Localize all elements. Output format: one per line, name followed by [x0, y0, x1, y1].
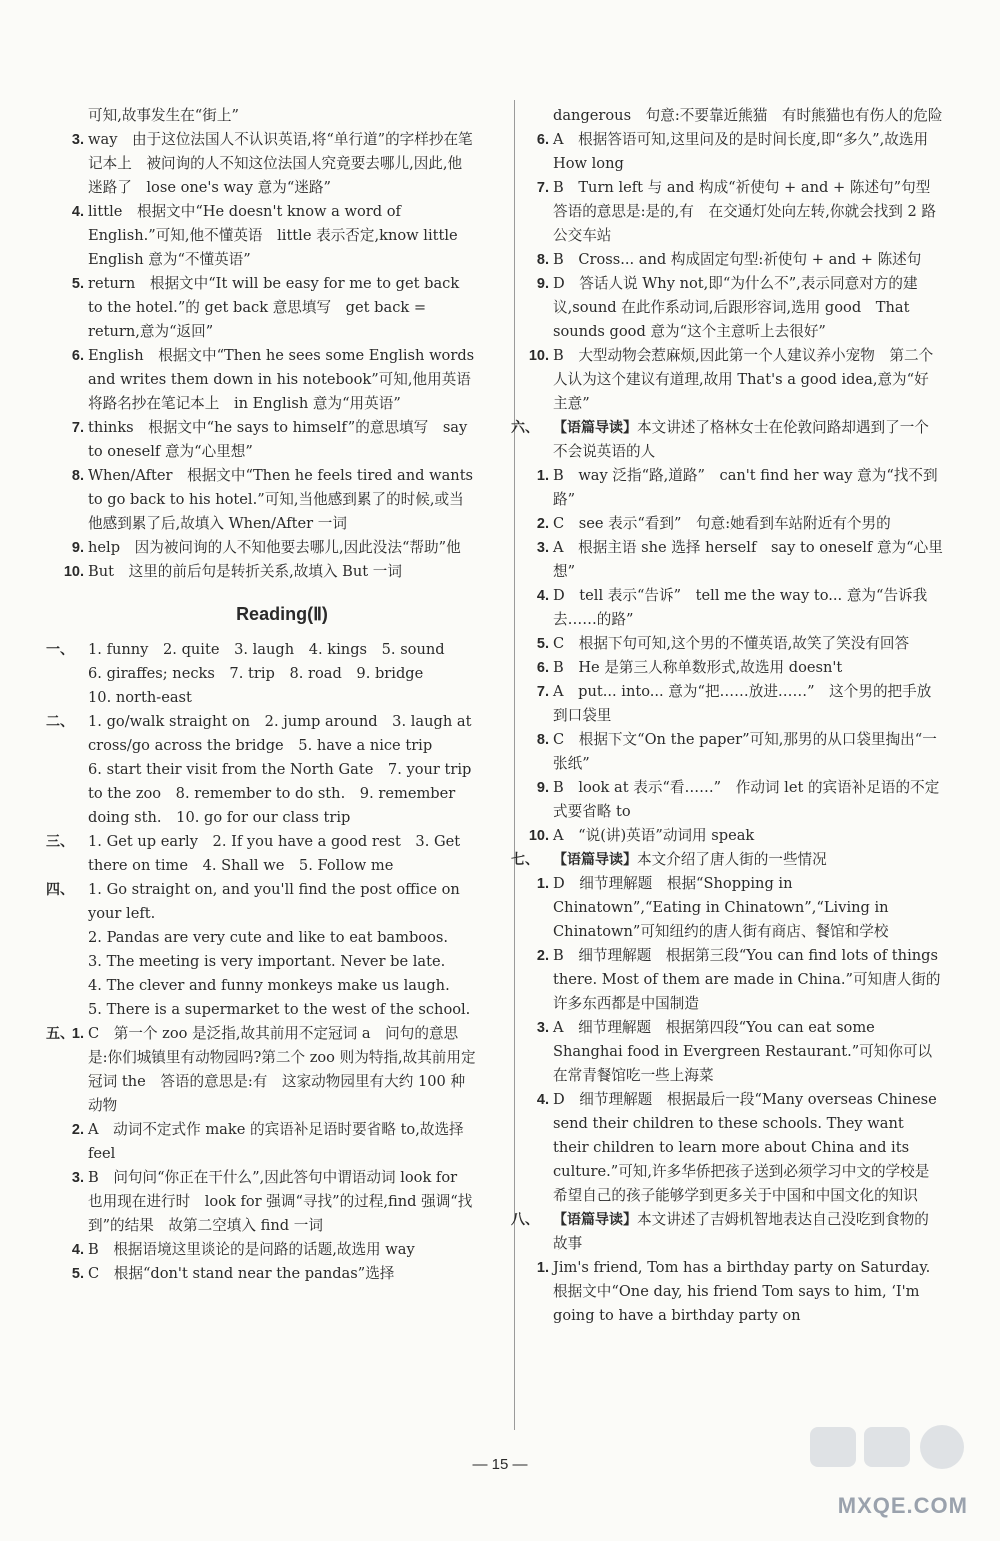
answer-text: A 根据答语可知,这里问及的是时间长度,即“多久”,故选用 How long [553, 131, 929, 172]
section-label: 八、 [511, 1212, 539, 1228]
answer-text: return 根据文中“It will be easy for me to get back to the hotel.”的 get back 意思填写 get back = return,意为“返回” [88, 275, 460, 340]
section-line: 1. go/walk straight on 2. jump around 3. laugh at [88, 713, 472, 730]
answer-number: 5. [71, 276, 84, 292]
section-line: 6. start their visit from the North Gate 7. your trip to the zoo 8. remember to do sth. 9. remember doing sth. 10. go for our class trip [88, 761, 472, 826]
answer-text: D 答话人说 Why not,即“为什么不”,表示同意对方的建议,sound 在此作系动词,后跟形容词,选用 good That sounds good 意为“这个主意听上去很好” [553, 275, 918, 340]
answer-item [536, 272, 943, 344]
answer-number: 7. [536, 684, 549, 700]
section-3 [46, 830, 476, 878]
answer-item [71, 344, 476, 416]
answer-text: 可知,故事发生在“街上” [88, 107, 239, 124]
answer-text: B 大型动物会惹麻烦,因此第一个人建议养小宠物 第二个人认为这个建议有道理,故用 That's a good idea,意为“好主意” [553, 347, 934, 412]
answer-number: 1. [536, 468, 549, 484]
answer-item [536, 512, 943, 536]
answer-text: B 细节理解题 根据第三段“You can find lots of things there. Most of them are made in China.”可知唐人街的许多东西都是中国制造 [553, 947, 941, 1012]
reading-guide-tag: 【语篇导读】 [553, 852, 637, 868]
answer-number: 1. [536, 876, 549, 892]
section-line: 1. funny 2. quite 3. laugh 4. kings 5. sound [88, 641, 445, 658]
answer-text: C see 表示“看到” 句意:她看到车站附近有个男的 [553, 515, 891, 532]
section-5-answers [71, 1022, 476, 1286]
answer-text: D 细节理解题 根据最后一段“Many overseas Chinese send their children to these schools. They want their children to learn more about China and its culture.”可知,许多华侨把孩子送到必须学习中文的学校是希望自己的孩子能够学到更多关于中国和中国文化的知识 [553, 1091, 937, 1204]
watermark-text: MXQE.COM [837, 1493, 968, 1518]
section-line: 6. giraffes; necks 7. trip 8. road 9. bridge [88, 665, 424, 682]
answer-item [536, 1088, 943, 1208]
answer-number: 6. [536, 660, 549, 676]
answer-item [71, 464, 476, 536]
answer-number: 9. [71, 540, 84, 556]
answer-text: A put... into... 意为“把……放进……” 这个男的把手放到口袋里 [553, 683, 932, 724]
answer-text: B look at 表示“看……” 作动词 let 的宾语补足语的不定式要省略 to [553, 779, 940, 820]
section-label: 五、 [46, 1026, 74, 1042]
answer-text: C 根据下句可知,这个男的不懂英语,故笑了笑没有回答 [553, 635, 910, 652]
answer-number: 7. [71, 420, 84, 436]
answer-text: D 细节理解题 根据“Shopping in Chinatown”,“Eating in Chinatown”,“Living in Chinatown”可知纽约的唐人街有商店、餐馆和学校 [553, 875, 889, 940]
answer-item [71, 416, 476, 464]
answer-text: D tell 表示“告诉” tell me the way to... 意为“告诉我去……的路” [553, 587, 928, 628]
answer-text: B Turn left 与 and 构成“祈使句 + and + 陈述句”句型 答语的意思是:是的,有 在交通灯处向左转,你就会找到 2 路公交车站 [553, 179, 945, 244]
answer-item [536, 464, 943, 512]
answer-number: 3. [536, 540, 549, 556]
answer-number: 9. [536, 276, 549, 292]
answer-text: little 根据文中“He doesn't know a word of English.”可知,他不懂英语 little 表示否定,know little English 意为“不懂英语” [88, 203, 458, 268]
answer-item [71, 1022, 476, 1118]
answer-item [536, 128, 943, 176]
answer-number: 4. [71, 204, 84, 220]
answer-item [536, 248, 943, 272]
answer-number: 9. [536, 780, 549, 796]
section-label: 六、 [511, 420, 539, 436]
section-6 [511, 416, 943, 464]
answer-number: 4. [536, 588, 549, 604]
answer-number: 6. [536, 132, 549, 148]
answer-item [71, 1262, 476, 1286]
answer-item [528, 824, 943, 848]
answer-number: 2. [536, 516, 549, 532]
answer-number: 4. [71, 1242, 84, 1258]
left-continued-answers [63, 104, 476, 584]
answer-item [528, 344, 943, 416]
page-number-value: 15 [491, 1456, 509, 1473]
answer-number: 6. [71, 348, 84, 364]
answer-item [536, 1016, 943, 1088]
answer-number: 3. [71, 132, 84, 148]
answer-text: Jim's friend, Tom has a birthday party on Saturday. 根据文中“One day, his friend Tom says to him, ‘I'm going to have a birthday party on [553, 1259, 931, 1324]
section-intro: 本文介绍了唐人街的一些情况 [637, 851, 827, 868]
section-2 [46, 710, 476, 830]
section-4 [46, 878, 476, 1022]
section-label: 四、 [46, 882, 74, 898]
section-intro: 本文讲述了吉姆机智地表达自己没吃到食物的故事 [553, 1211, 929, 1252]
answer-item [71, 536, 476, 560]
answer-number: 10. [528, 348, 549, 364]
answer-number: 5. [536, 636, 549, 652]
right-continued-answers [528, 104, 945, 416]
section-line: 3. The meeting is very important. Never be late. [88, 953, 446, 970]
answer-item [536, 728, 943, 776]
page-number: — 15 — [472, 1456, 528, 1473]
section-heading: Reading(Ⅱ) [236, 604, 328, 624]
answer-text: When/After 根据文中“Then he feels tired and wants to go back to his hotel.”可知,当他感到累了的时候,或当他感到累了后,故填入 When/After 一词 [88, 467, 474, 532]
answer-item [63, 560, 476, 584]
answer-number: 8. [536, 252, 549, 268]
reading-guide-tag: 【语篇导读】 [553, 420, 637, 436]
answer-text: B He 是第三人称单数形式,故选用 doesn't [553, 659, 843, 676]
section-line: 1. Go straight on, and you'll find the post office on your left. [88, 881, 460, 922]
answer-item [536, 536, 943, 584]
answer-item [71, 128, 476, 200]
answer-text: way 由于这位法国人不认识英语,将“单行道”的字样抄在笔记本上 被问询的人不知这位法国人究竟要去哪儿,因此,他迷路了 lose one's way 意为“迷路” [88, 131, 473, 196]
answer-number: 8. [71, 468, 84, 484]
section-7-answers [536, 872, 943, 1208]
answer-item [536, 1256, 943, 1328]
answer-item [88, 104, 476, 128]
answer-item [536, 632, 943, 656]
answer-number: 7. [536, 180, 549, 196]
answer-number: 8. [536, 732, 549, 748]
answer-number: 5. [71, 1266, 84, 1282]
answer-item [536, 680, 943, 728]
answer-text: English 根据文中“Then he sees some English words and writes them down in his notebook”可知,他用英语将路名抄在笔记本上 in English 意为“用英语” [88, 347, 475, 412]
answer-number: 2. [536, 948, 549, 964]
answer-text: A 根据主语 she 选择 herself say to oneself 意为“心里想” [553, 539, 943, 580]
section-line: cross/go across the bridge 5. have a nice trip [88, 737, 433, 754]
answer-number: 10. [528, 828, 549, 844]
answer-item [553, 104, 943, 128]
section-7 [511, 848, 943, 872]
answer-text: B way 泛指“路,道路” can't find her way 意为“找不到路” [553, 467, 938, 508]
answer-number: 3. [536, 1020, 549, 1036]
answer-number: 4. [536, 1092, 549, 1108]
section-label: 七、 [511, 852, 539, 868]
answer-item [71, 272, 476, 344]
answer-text: B Cross... and 构成固定句型:祈使句 + and + 陈述句 [553, 251, 922, 268]
answer-text: C 根据下文“On the paper”可知,那男的从口袋里掏出“一张纸” [553, 731, 937, 772]
reading-guide-tag: 【语篇导读】 [553, 1212, 637, 1228]
answer-number: 2. [71, 1122, 84, 1138]
section-label: 一、 [46, 642, 74, 658]
answer-item [536, 176, 945, 248]
answer-text: help 因为被问询的人不知他要去哪儿,因此没法“帮助”他 [88, 539, 461, 556]
right-column [511, 104, 945, 1328]
section-line: 4. The clever and funny monkeys make us laugh. [88, 977, 450, 994]
answer-item [536, 944, 943, 1016]
answer-item [536, 776, 943, 824]
answer-text: dangerous 句意:不要靠近熊猫 有时熊猫也有伤人的危险 [553, 107, 943, 124]
section-label: 三、 [46, 834, 74, 850]
section-6-answers [528, 464, 943, 848]
section-line: 5. There is a supermarket to the west of the school. [88, 1001, 471, 1018]
answer-text: But 这里的前后句是转折关系,故填入 But 一词 [88, 563, 402, 580]
section-line: 10. north-east [88, 689, 192, 706]
section-line: 2. Pandas are very cute and like to eat bamboos. [88, 929, 448, 946]
answer-item [71, 200, 476, 272]
answer-text: A 细节理解题 根据第四段“You can eat some Shanghai food in Evergreen Restaurant.”可知你可以在常青餐馆吃一些上海菜 [553, 1019, 933, 1084]
section-intro: 本文讲述了格林女士在伦敦问路却遇到了一个不会说英语的人 [553, 419, 929, 460]
answer-number: 10. [63, 564, 84, 580]
answer-item [71, 1166, 476, 1238]
answer-item [71, 1238, 476, 1262]
section-label: 二、 [46, 714, 74, 730]
answer-text: B 根据语境这里谈论的是问路的话题,故选用 way [88, 1241, 415, 1258]
answer-text: thinks 根据文中“he says to himself”的意思填写 say to oneself 意为“心里想” [88, 419, 468, 460]
answer-number: 1. [71, 1026, 84, 1042]
answer-item [71, 1118, 476, 1166]
section-5 [46, 1022, 476, 1286]
answer-text: B 问句问“你正在干什么”,因此答句中谓语动词 look for 也用现在进行时 look for 强调“寻找”的过程,find 强调“找到”的结果 故第二空填入 find 一词 [88, 1169, 473, 1234]
answer-number: 1. [536, 1260, 549, 1276]
left-column [46, 104, 476, 1286]
section-1 [46, 638, 476, 710]
answer-item [536, 872, 943, 944]
answer-item [536, 584, 943, 632]
section-8 [511, 1208, 943, 1256]
answer-item [536, 656, 943, 680]
answer-text: C 根据“don't stand near the pandas”选择 [88, 1265, 395, 1282]
section-8-answers [536, 1256, 943, 1328]
section-line: 1. Get up early 2. If you have a good rest 3. Get there on time 4. Shall we 5. Follow me [88, 833, 461, 874]
answer-number: 3. [71, 1170, 84, 1186]
answer-text: A “说(讲)英语”动词用 speak [553, 827, 755, 844]
answer-text: A 动词不定式作 make 的宾语补足语时要省略 to,故选择 feel [88, 1121, 464, 1162]
answer-text: C 第一个 zoo 是泛指,故其前用不定冠词 a 问句的意思是:你们城镇里有动物园吗?第二个 zoo 则为特指,故其前用定冠词 the 答语的意思是:有 这家动物园里有大约 100 种动物 [88, 1025, 476, 1114]
